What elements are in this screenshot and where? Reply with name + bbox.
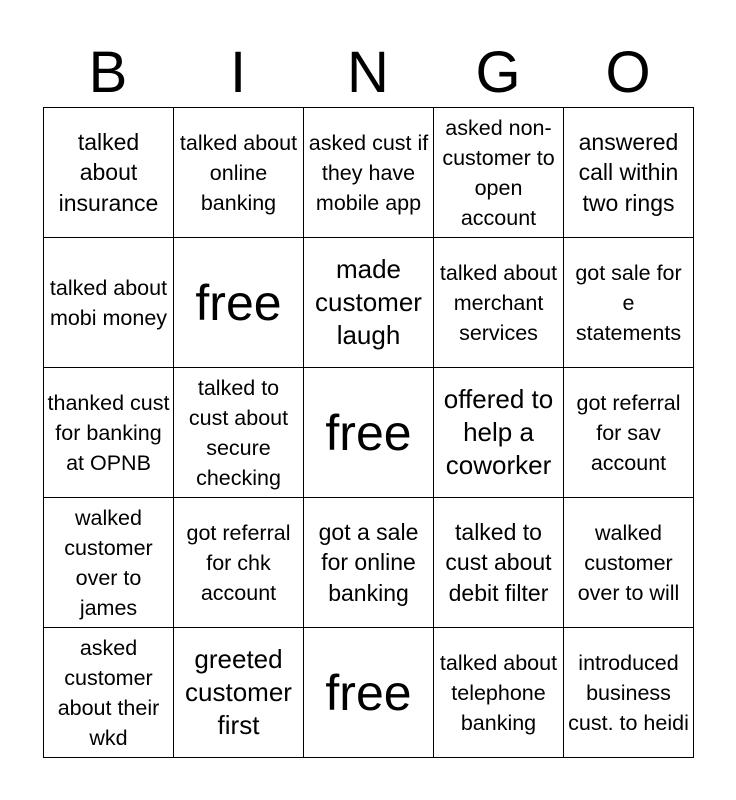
free-space-cell[interactable] — [303, 627, 434, 758]
bingo-cell[interactable] — [43, 107, 174, 238]
cell-text: introduced business cust. to heidi — [568, 650, 689, 735]
bingo-cell[interactable] — [43, 497, 174, 628]
cell-text: offered to help a coworker — [443, 384, 554, 480]
cell-text: talked about telephone banking — [439, 650, 558, 735]
cell-text: walked customer over to will — [577, 520, 680, 605]
cell-text: talked about online banking — [179, 130, 298, 215]
bingo-cell[interactable] — [43, 367, 174, 498]
cell-text: free — [195, 274, 282, 331]
bingo-cell[interactable] — [433, 497, 564, 628]
header-letter-n: N — [347, 40, 389, 105]
bingo-cell[interactable] — [173, 367, 304, 498]
cell-text: free — [325, 404, 412, 461]
bingo-cell[interactable] — [433, 627, 564, 758]
bingo-cell[interactable] — [433, 107, 564, 238]
cell-text: thanked cust for banking at OPNB — [47, 390, 170, 475]
bingo-cell[interactable] — [173, 627, 304, 758]
cell-text: greeted customer first — [185, 644, 292, 740]
cell-text: asked non-customer to open account — [442, 115, 555, 230]
bingo-board — [43, 107, 693, 757]
cell-text: talked about insurance — [58, 128, 159, 216]
cell-text: got referral for chk account — [186, 520, 291, 605]
cell-text: talked to cust about secure checking — [188, 375, 289, 490]
header-letter-i: I — [229, 40, 247, 105]
cell-text: free — [325, 664, 412, 721]
bingo-cell[interactable] — [173, 107, 304, 238]
cell-text: answered call within two rings — [578, 128, 679, 216]
bingo-cell[interactable] — [43, 627, 174, 758]
free-space-cell[interactable] — [303, 367, 434, 498]
bingo-cell[interactable] — [563, 237, 694, 368]
cell-text: talked to cust about debit filter — [445, 518, 552, 606]
header-letter-b: B — [88, 40, 128, 105]
bingo-cell[interactable] — [433, 367, 564, 498]
bingo-cell[interactable] — [303, 107, 434, 238]
bingo-cell[interactable] — [563, 497, 694, 628]
cell-text: got sale for e statements — [575, 260, 682, 345]
bingo-cell[interactable] — [303, 237, 434, 368]
bingo-cell[interactable] — [43, 237, 174, 368]
cell-text: made customer laugh — [315, 254, 422, 350]
cell-text: talked about mobi money — [49, 275, 168, 330]
cell-text: asked customer about their wkd — [57, 635, 160, 750]
free-space-cell[interactable] — [173, 237, 304, 368]
bingo-cell[interactable] — [173, 497, 304, 628]
bingo-cell[interactable] — [433, 237, 564, 368]
cell-text: asked cust if they have mobile app — [308, 130, 429, 215]
bingo-header — [43, 40, 693, 106]
bingo-cell[interactable] — [303, 497, 434, 628]
bingo-cell[interactable] — [563, 627, 694, 758]
cell-text: talked about merchant services — [439, 260, 558, 345]
cell-text: got a sale for online banking — [318, 518, 419, 606]
header-letter-o: O — [605, 40, 651, 105]
bingo-cell[interactable] — [563, 367, 694, 498]
header-letter-g: G — [475, 40, 521, 105]
bingo-cell[interactable] — [563, 107, 694, 238]
cell-text: got referral for sav account — [576, 390, 681, 475]
cell-text: walked customer over to james — [64, 505, 153, 620]
